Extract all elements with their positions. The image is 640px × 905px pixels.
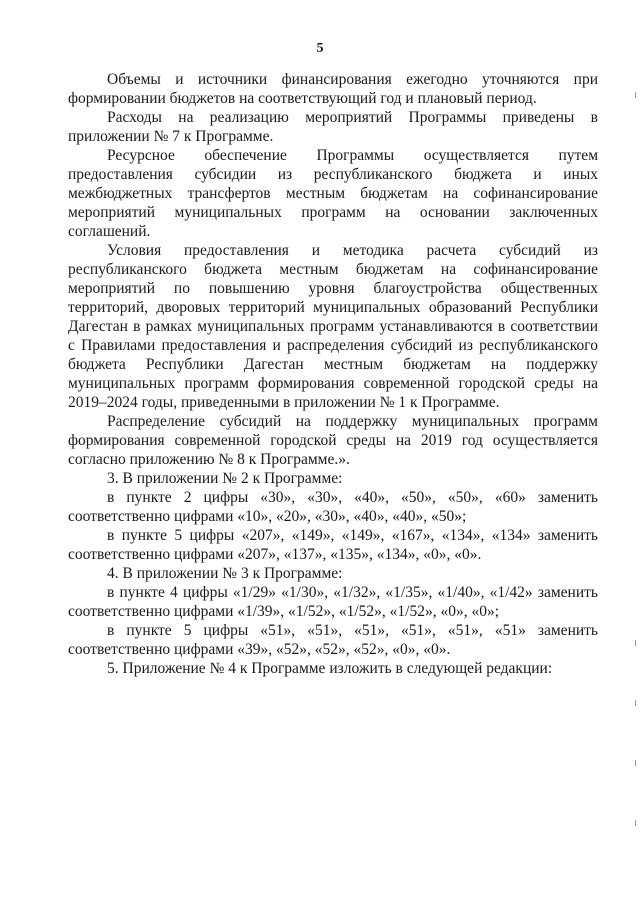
page-number: 5 bbox=[316, 41, 324, 56]
paragraph-appendix-4: 5. Приложение № 4 к Программе изложить в следующей редакции: bbox=[107, 660, 553, 677]
paragraph-appendix-2-item-2: в пункте 2 цифры «30», «30», «40», «50», «50», «60» заменить соответственно цифрами «10», «20», «30», «40», «40», «50»; bbox=[68, 489, 598, 525]
paragraph-expenses: Расходы на реализацию мероприятий Программы приведены в приложении № 7 к Программе. bbox=[68, 109, 598, 145]
paragraph-appendix-3-heading: 4. В приложении № 3 к Программе: bbox=[107, 565, 343, 582]
paragraph-appendix-3-item-4: в пункте 4 цифры «1/29» «1/30», «1/32», «1/35», «1/40», «1/42» заменить соответственно цифрами «1/39», «1/52», «1/52», «1/52», «0», «0»; bbox=[68, 584, 598, 620]
paragraph-financing-volumes: Объемы и источники финансирования ежегодно уточняются при формировании бюджетов на соответствующий год и плановый период. bbox=[68, 71, 598, 107]
scan-edge-mark bbox=[635, 700, 636, 706]
paragraph-appendix-3-item-5: в пункте 5 цифры «51», «51», «51», «51», «51», «51» заменить соответственно цифрами «39», «52», «52», «52», «0», «0». bbox=[68, 622, 598, 658]
scan-edge-mark bbox=[635, 92, 636, 98]
document-body bbox=[68, 70, 598, 678]
scan-edge-mark bbox=[635, 820, 636, 826]
paragraph-subsidy-distribution: Распределение субсидий на поддержку муниципальных программ формирования современной городской среды на 2019 год осуществляется согласно приложению № 8 к Программе.». bbox=[68, 413, 598, 468]
scan-edge-mark bbox=[635, 640, 636, 646]
paragraph-appendix-2-heading: 3. В приложении № 2 к Программе: bbox=[107, 470, 343, 487]
paragraph-resource-provision: Ресурсное обеспечение Программы осуществляется путем предоставления субсидии из республиканского бюджета и иных межбюджетных трансфертов местным бюджетам на софинансирование мероприятий муниципальных программ на основании заключенных соглашений. bbox=[68, 147, 598, 240]
scan-edge-mark bbox=[635, 760, 636, 766]
paragraph-subsidy-conditions: Условия предоставления и методика расчета субсидий из республиканского бюджета местным бюджетам на софинансирование мероприятий по повышению уровня благоустройства общественных территорий, дворовых территорий муниципальных образований Республики Дагестан в рамках муниципальных программ устанавливаются в соответствии с Правилами предоставления и распределения субсидий из республиканского бюджета Республики Дагестан местным бюджетам на поддержку муниципальных программ формирования современной городской среды на 2019–2024 годы, приведенными в приложении № 1 к Программе. bbox=[68, 242, 598, 411]
paragraph-appendix-2-item-5: в пункте 5 цифры «207», «149», «149», «167», «134», «134» заменить соответственно цифрами «207», «137», «135», «134», «0», «0». bbox=[68, 527, 598, 563]
